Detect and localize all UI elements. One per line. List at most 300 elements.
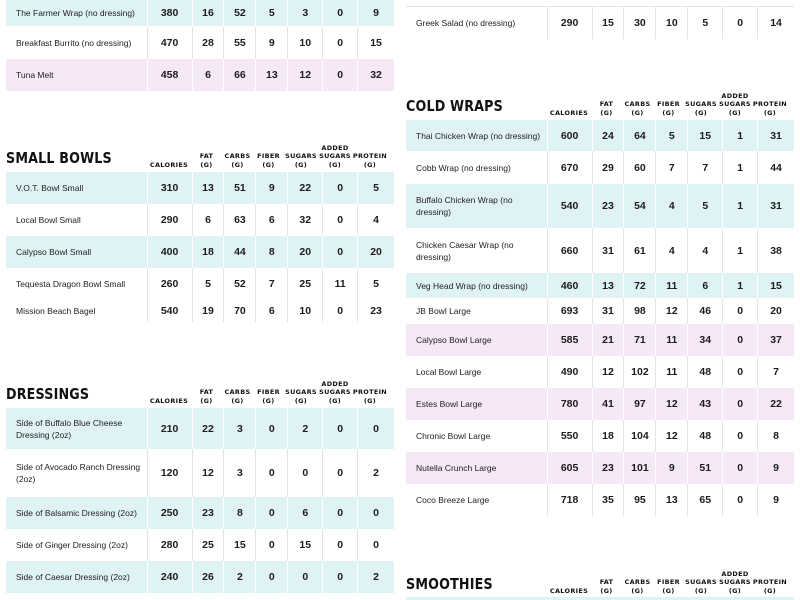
- fiber-value: 11: [655, 273, 687, 298]
- fat-value: 24: [592, 120, 624, 151]
- calories-value: 718: [547, 484, 592, 516]
- protein-value: 5: [357, 268, 394, 300]
- protein-value: 31: [757, 184, 794, 228]
- header-line: PROTEIN: [752, 578, 788, 586]
- table-row: [406, 356, 794, 388]
- calories-value: 260: [147, 268, 192, 300]
- section-header: [6, 137, 394, 171]
- protein-value: 5: [357, 172, 394, 204]
- header-line: CALORIES: [549, 586, 589, 595]
- item-name: Local Bowl Large: [416, 367, 482, 377]
- item-name: Buffalo Chicken Wrap (no dressing): [416, 195, 513, 217]
- added-sugars-value: 0: [322, 561, 357, 593]
- calories-value: 458: [147, 59, 192, 91]
- header-line: (G): [200, 396, 213, 405]
- item-name: Side of Ginger Dressing (2oz): [16, 540, 128, 550]
- fat-value: 29: [592, 151, 624, 184]
- column-header-fiber: [253, 152, 284, 169]
- column-header-protein: [752, 578, 788, 595]
- sugars-value: 10: [287, 27, 322, 59]
- header-line: ADDED: [321, 379, 349, 388]
- carbs-value: 15: [223, 529, 255, 561]
- fat-value: 23: [192, 497, 224, 529]
- table-row: [6, 300, 394, 322]
- table-row: [6, 449, 394, 497]
- sugars-value: 32: [287, 204, 322, 236]
- fat-value: 12: [192, 449, 224, 497]
- carbs-value: 54: [623, 184, 655, 228]
- section-title: SMOOTHIES: [406, 575, 493, 593]
- calories-value: 380: [147, 0, 192, 26]
- added-sugars-value: 0: [322, 529, 357, 561]
- protein-value: 23: [357, 300, 394, 322]
- sugars-value: 48: [687, 420, 722, 452]
- added-sugars-value: 0: [322, 59, 357, 91]
- fiber-value: 6: [255, 204, 287, 236]
- added-sugars-value: 0: [722, 7, 757, 39]
- added-sugars-value: 0: [722, 388, 757, 420]
- right-column: [406, 0, 794, 600]
- header-line: ADDED: [721, 569, 749, 578]
- carbs-value: 102: [623, 356, 655, 388]
- carbs-value: 55: [223, 27, 255, 59]
- carbs-value: 2: [223, 561, 255, 593]
- header-line: FAT: [199, 152, 214, 160]
- column-header-fat: [591, 100, 622, 117]
- header-line: SUGARS: [319, 388, 351, 396]
- column-header-fiber: [653, 578, 684, 595]
- fiber-value: 9: [255, 172, 287, 204]
- column-header-carbs: [622, 100, 653, 117]
- fiber-value: 7: [655, 151, 687, 184]
- sugars-value: 34: [687, 324, 722, 356]
- item-name: Tequesta Dragon Bowl Small: [16, 279, 126, 289]
- item-name: Side of Caesar Dressing (2oz): [16, 572, 130, 582]
- header-line: SUGARS: [319, 152, 351, 160]
- table-row: [406, 388, 794, 420]
- fat-value: 31: [592, 298, 624, 324]
- item-name: JB Bowl Large: [416, 306, 471, 316]
- fiber-value: 4: [655, 228, 687, 273]
- header-line: (G): [262, 160, 275, 169]
- fiber-value: 12: [655, 298, 687, 324]
- added-sugars-value: 0: [722, 298, 757, 324]
- protein-value: 2: [357, 449, 394, 497]
- protein-value: 37: [757, 324, 794, 356]
- protein-value: 32: [357, 59, 394, 91]
- header-line: FIBER: [257, 152, 280, 160]
- table-row: [6, 204, 394, 236]
- carbs-value: 71: [623, 324, 655, 356]
- protein-value: 2: [357, 561, 394, 593]
- header-line: PROTEIN: [752, 100, 788, 108]
- sugars-value: 7: [687, 151, 722, 184]
- header-line: (G): [662, 586, 675, 595]
- calories-value: 460: [547, 273, 592, 298]
- fat-value: 16: [192, 0, 224, 26]
- fiber-value: 11: [655, 356, 687, 388]
- table-row: [406, 120, 794, 151]
- fat-value: 22: [192, 408, 224, 449]
- protein-value: 20: [757, 298, 794, 324]
- sugars-value: 10: [287, 300, 322, 322]
- fiber-value: 4: [655, 184, 687, 228]
- table-row: [406, 228, 794, 273]
- fat-value: 23: [592, 452, 624, 484]
- fat-value: 5: [192, 268, 224, 300]
- calories-value: 550: [547, 420, 592, 452]
- header-line: SUGARS: [685, 100, 717, 108]
- item-name: Greek Salad (no dressing): [416, 18, 516, 28]
- table-row: [6, 268, 394, 300]
- table-row: [6, 408, 394, 449]
- fat-value: 31: [592, 228, 624, 273]
- fiber-value: 5: [655, 120, 687, 151]
- section-header: [406, 563, 794, 597]
- added-sugars-value: 0: [322, 236, 357, 268]
- fiber-value: 0: [255, 449, 287, 497]
- sugars-value: 65: [687, 484, 722, 516]
- header-line: FAT: [199, 388, 214, 396]
- table-row: [406, 324, 794, 356]
- item-name: V.O.T. Bowl Small: [16, 183, 84, 193]
- calories-value: 120: [147, 449, 192, 497]
- added-sugars-value: 0: [322, 0, 357, 26]
- protein-value: 0: [357, 408, 394, 449]
- sugars-value: 25: [287, 268, 322, 300]
- header-line: (G): [294, 160, 308, 169]
- fiber-value: 8: [255, 236, 287, 268]
- item-name: Chicken Caesar Wrap (no dressing): [416, 239, 514, 262]
- carbs-value: 51: [223, 172, 255, 204]
- header-line: (G): [763, 586, 777, 595]
- column-header-calories: [547, 587, 591, 596]
- carbs-value: 61: [623, 228, 655, 273]
- sugars-value: 22: [287, 172, 322, 204]
- calories-value: 660: [547, 228, 592, 273]
- header-line: CARBS: [224, 388, 251, 396]
- fat-value: 6: [192, 204, 224, 236]
- sugars-value: 5: [687, 184, 722, 228]
- fiber-value: 0: [255, 497, 287, 529]
- header-line: CARBS: [624, 100, 651, 108]
- calories-value: 490: [547, 356, 592, 388]
- column-header-carbs: [222, 152, 253, 169]
- header-line: FAT: [599, 578, 614, 586]
- calories-value: 290: [547, 7, 592, 39]
- table-row: [6, 59, 394, 91]
- column-header-carbs: [222, 388, 253, 405]
- sugars-value: 6: [287, 497, 322, 529]
- fat-value: 6: [192, 59, 224, 91]
- header-line: SUGARS: [719, 100, 751, 108]
- table-row: [6, 172, 394, 204]
- carbs-value: 101: [623, 452, 655, 484]
- fiber-value: 11: [655, 324, 687, 356]
- fat-value: 12: [592, 356, 624, 388]
- sugars-value: 15: [287, 529, 322, 561]
- fiber-value: 13: [655, 484, 687, 516]
- item-name: Calypso Bowl Large: [416, 335, 492, 345]
- carbs-value: 64: [623, 120, 655, 151]
- header-line: (G): [728, 586, 742, 595]
- protein-value: 4: [357, 204, 394, 236]
- carbs-value: 95: [623, 484, 655, 516]
- protein-value: 0: [357, 497, 394, 529]
- header-line: SUGARS: [719, 578, 751, 586]
- added-sugars-value: 0: [322, 204, 357, 236]
- fiber-value: 12: [655, 420, 687, 452]
- header-line: SUGARS: [285, 388, 317, 396]
- header-line: CARBS: [624, 578, 651, 586]
- header-line: FIBER: [657, 578, 680, 586]
- fat-value: 23: [592, 184, 624, 228]
- column-header-sugars: [284, 388, 318, 405]
- fiber-value: 0: [255, 529, 287, 561]
- header-line: FIBER: [657, 100, 680, 108]
- item-name: Estes Bowl Large: [416, 399, 483, 409]
- table-row: [406, 452, 794, 484]
- carbs-value: 44: [223, 236, 255, 268]
- added-sugars-value: 0: [322, 408, 357, 449]
- fiber-value: 7: [255, 268, 287, 300]
- item-name: Nutella Crunch Large: [416, 463, 497, 473]
- added-sugars-value: 0: [322, 172, 357, 204]
- fat-value: 18: [192, 236, 224, 268]
- protein-value: 9: [757, 452, 794, 484]
- column-header-carbs: [622, 578, 653, 595]
- added-sugars-value: 0: [722, 484, 757, 516]
- item-name: Chronic Bowl Large: [416, 431, 491, 441]
- item-name: Thai Chicken Wrap (no dressing): [416, 130, 541, 141]
- calories-value: 693: [547, 298, 592, 324]
- added-sugars-value: 1: [722, 151, 757, 184]
- fiber-value: 9: [655, 452, 687, 484]
- section-header: [406, 85, 794, 119]
- header-line: FIBER: [257, 388, 280, 396]
- protein-value: 8: [757, 420, 794, 452]
- sugars-value: 48: [687, 356, 722, 388]
- fat-value: 41: [592, 388, 624, 420]
- carbs-value: 104: [623, 420, 655, 452]
- section-header: [6, 373, 394, 407]
- fat-value: 13: [192, 172, 224, 204]
- header-line: (G): [328, 160, 342, 169]
- column-header-sugars: [684, 100, 718, 117]
- column-header-added-sugars: [318, 380, 352, 406]
- added-sugars-value: 0: [322, 27, 357, 59]
- added-sugars-value: 0: [322, 449, 357, 497]
- protein-value: 14: [757, 7, 794, 39]
- added-sugars-value: 1: [722, 273, 757, 298]
- column-header-protein: [352, 388, 388, 405]
- column-header-sugars: [684, 578, 718, 595]
- protein-value: 38: [757, 228, 794, 273]
- calories-value: 290: [147, 204, 192, 236]
- column-header-sugars: [284, 152, 318, 169]
- calories-value: 310: [147, 172, 192, 204]
- header-line: (G): [231, 396, 244, 405]
- fiber-value: 5: [255, 0, 287, 26]
- column-header-fat: [591, 578, 622, 595]
- carbs-value: 72: [623, 273, 655, 298]
- column-header-added-sugars: [318, 144, 352, 170]
- fat-value: 25: [192, 529, 224, 561]
- added-sugars-value: 0: [322, 497, 357, 529]
- item-name: Veg Head Wrap (no dressing): [416, 280, 528, 291]
- column-header-calories: [147, 397, 191, 406]
- calories-value: 240: [147, 561, 192, 593]
- fat-value: 28: [192, 27, 224, 59]
- item-name: Breakfast Burrito (no dressing): [16, 38, 132, 48]
- calories-value: 540: [547, 184, 592, 228]
- header-line: SUGARS: [685, 578, 717, 586]
- header-line: ADDED: [721, 91, 749, 100]
- fiber-value: 13: [255, 59, 287, 91]
- calories-value: 780: [547, 388, 592, 420]
- item-name: The Farmer Wrap (no dressing): [16, 8, 135, 18]
- sugars-value: 3: [287, 0, 322, 26]
- header-line: CALORIES: [149, 396, 189, 405]
- fat-value: 26: [192, 561, 224, 593]
- protein-value: 31: [757, 120, 794, 151]
- protein-value: 0: [357, 529, 394, 561]
- item-name: Side of Balsamic Dressing (2oz): [16, 508, 137, 518]
- added-sugars-value: 1: [722, 120, 757, 151]
- fat-value: 13: [592, 273, 624, 298]
- carbs-value: 52: [223, 0, 255, 26]
- item-name: Tuna Melt: [16, 70, 54, 80]
- table-row: [6, 497, 394, 529]
- sugars-value: 15: [687, 120, 722, 151]
- sugars-value: 0: [287, 561, 322, 593]
- table-row: [406, 298, 794, 324]
- table-row: [406, 184, 794, 228]
- header-line: CALORIES: [149, 160, 189, 169]
- header-line: CALORIES: [549, 108, 589, 117]
- column-header-added-sugars: [718, 92, 752, 118]
- fiber-value: 12: [655, 388, 687, 420]
- item-name: Local Bowl Small: [16, 215, 81, 225]
- added-sugars-value: 0: [722, 452, 757, 484]
- header-line: (G): [694, 108, 708, 117]
- calories-value: 540: [147, 300, 192, 322]
- sugars-value: 2: [287, 408, 322, 449]
- fat-value: 15: [592, 7, 624, 39]
- column-header-protein: [752, 100, 788, 117]
- protein-value: 9: [757, 484, 794, 516]
- calories-value: 670: [547, 151, 592, 184]
- item-name: Side of Avocado Ranch Dressing (2oz): [16, 462, 141, 484]
- fat-value: 21: [592, 324, 624, 356]
- fiber-value: 10: [655, 7, 687, 39]
- protein-value: 20: [357, 236, 394, 268]
- header-line: (G): [262, 396, 275, 405]
- added-sugars-value: 1: [722, 228, 757, 273]
- column-header-fiber: [253, 388, 284, 405]
- calories-value: 250: [147, 497, 192, 529]
- sugars-value: 20: [287, 236, 322, 268]
- header-line: (G): [600, 586, 613, 595]
- carbs-value: 66: [223, 59, 255, 91]
- calories-value: 605: [547, 452, 592, 484]
- header-line: ADDED: [321, 143, 349, 152]
- fat-value: 19: [192, 300, 224, 322]
- item-name: Coco Breeze Large: [416, 495, 490, 505]
- calories-value: 600: [547, 120, 592, 151]
- header-line: (G): [600, 108, 613, 117]
- header-line: (G): [728, 108, 742, 117]
- sugars-value: 5: [687, 7, 722, 39]
- carbs-value: 60: [623, 151, 655, 184]
- fat-value: 35: [592, 484, 624, 516]
- table-row: [406, 420, 794, 452]
- section-title: SMALL BOWLS: [6, 149, 112, 167]
- header-line: (G): [231, 160, 244, 169]
- sugars-value: 12: [287, 59, 322, 91]
- header-line: (G): [631, 108, 644, 117]
- carbs-value: 98: [623, 298, 655, 324]
- protein-value: 22: [757, 388, 794, 420]
- item-name: Calypso Bowl Small: [16, 247, 92, 257]
- fiber-value: 0: [255, 561, 287, 593]
- added-sugars-value: 0: [722, 324, 757, 356]
- calories-value: 585: [547, 324, 592, 356]
- column-header-fat: [191, 152, 222, 169]
- fiber-value: 0: [255, 408, 287, 449]
- sugars-value: 43: [687, 388, 722, 420]
- header-line: (G): [363, 396, 377, 405]
- added-sugars-value: 11: [322, 268, 357, 300]
- carbs-value: 3: [223, 408, 255, 449]
- carbs-value: 52: [223, 268, 255, 300]
- table-row: [6, 529, 394, 561]
- header-line: (G): [363, 160, 377, 169]
- header-line: (G): [763, 108, 777, 117]
- header-line: FAT: [599, 100, 614, 108]
- carbs-value: 30: [623, 7, 655, 39]
- header-line: (G): [294, 396, 308, 405]
- table-row: [406, 6, 794, 39]
- column-header-fat: [191, 388, 222, 405]
- sugars-value: 6: [687, 273, 722, 298]
- section-title: DRESSINGS: [6, 385, 90, 403]
- sugars-value: 4: [687, 228, 722, 273]
- table-row: [406, 273, 794, 298]
- table-row: [6, 561, 394, 593]
- carbs-value: 70: [223, 300, 255, 322]
- section-title: COLD WRAPS: [406, 97, 503, 115]
- item-name: Cobb Wrap (no dressing): [416, 162, 511, 173]
- header-line: (G): [200, 160, 213, 169]
- table-row: [406, 484, 794, 516]
- sugars-value: 0: [287, 449, 322, 497]
- protein-value: 15: [757, 273, 794, 298]
- protein-value: 7: [757, 356, 794, 388]
- item-name: Side of Buffalo Blue Cheese Dressing (2oz): [16, 417, 123, 440]
- column-header-fiber: [653, 100, 684, 117]
- column-header-calories: [547, 109, 591, 118]
- header-line: PROTEIN: [352, 152, 388, 160]
- sugars-value: 46: [687, 298, 722, 324]
- fiber-value: 6: [255, 300, 287, 322]
- table-row: [406, 151, 794, 184]
- header-line: CARBS: [224, 152, 251, 160]
- added-sugars-value: 1: [722, 184, 757, 228]
- sugars-value: 51: [687, 452, 722, 484]
- calories-value: 400: [147, 236, 192, 268]
- table-row: [6, 236, 394, 268]
